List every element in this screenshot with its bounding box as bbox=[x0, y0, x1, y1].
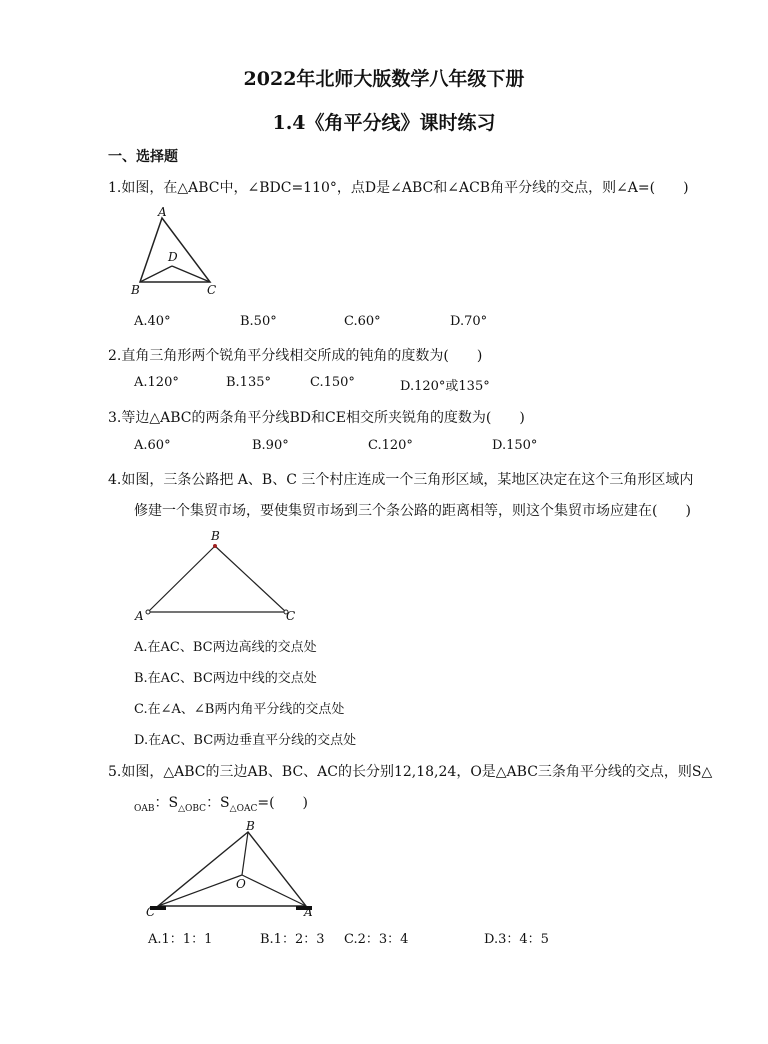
q3-option-b[interactable]: B.90° bbox=[252, 438, 289, 453]
label-c: C bbox=[286, 609, 296, 623]
page-title: 2022年北师大版数学八年级下册 bbox=[243, 68, 525, 90]
label-o: O bbox=[236, 877, 246, 891]
question-4-text-line2: 修建一个集贸市场，要使集贸市场到三个条公路的距离相等，则这个集贸市场应建在( ) bbox=[134, 503, 691, 519]
q3-option-a[interactable]: A.60° bbox=[134, 438, 171, 453]
label-a: A bbox=[135, 609, 144, 623]
question-1-text: 1.如图，在△ABC中，∠BDC=110°，点D是∠ABC和∠ACB角平分线的交点，则∠A=( ) bbox=[108, 180, 689, 196]
q3-option-d[interactable]: D.150° bbox=[492, 438, 538, 453]
question-5-figure bbox=[144, 818, 314, 918]
triangle-abc bbox=[148, 546, 286, 612]
q4-option-a[interactable]: A.在AC、BC两边高线的交点处 bbox=[134, 640, 317, 655]
question-2-text: 2.直角三角形两个锐角平分线相交所成的钝角的度数为( ) bbox=[108, 348, 483, 364]
question-5-text-line1: 5.如图，△ABC的三边AB、BC、AC的长分别12,18,24，O是△ABC三条角平分线的交点，则S△ bbox=[108, 764, 713, 780]
label-a: A bbox=[304, 905, 313, 919]
segment-ao bbox=[242, 875, 306, 906]
q5-option-d[interactable]: D.3：4：5 bbox=[484, 932, 549, 947]
label-d: D bbox=[168, 250, 178, 264]
q4-option-c[interactable]: C.在∠A、∠B两内角平分线的交点处 bbox=[134, 702, 345, 717]
q2-option-a[interactable]: A.120° bbox=[134, 375, 179, 390]
q5-option-b[interactable]: B.1：2：3 bbox=[260, 932, 325, 947]
label-a: A bbox=[158, 205, 167, 219]
page-subtitle: 1.4《角平分线》课时练习 bbox=[272, 112, 496, 134]
point-b bbox=[213, 544, 217, 548]
label-b: B bbox=[211, 529, 220, 543]
q2-option-d[interactable]: D.120°或135° bbox=[400, 379, 490, 394]
q5-sub-oab: OAB bbox=[134, 803, 155, 814]
question-4-figure bbox=[134, 529, 304, 623]
q5-sub-oac: △OAC bbox=[229, 803, 258, 814]
q5-option-a[interactable]: A.1：1：1 bbox=[148, 932, 213, 947]
label-b: B bbox=[131, 283, 140, 297]
q5-option-c[interactable]: C.2：3：4 bbox=[344, 932, 409, 947]
label-c: C bbox=[146, 905, 156, 919]
q5-sep1: ：S bbox=[154, 795, 179, 811]
question-1-figure bbox=[130, 205, 230, 298]
q2-option-b[interactable]: B.135° bbox=[226, 375, 271, 390]
q4-option-b[interactable]: B.在AC、BC两边中线的交点处 bbox=[134, 671, 317, 686]
q1-option-a[interactable]: A.40° bbox=[134, 314, 171, 329]
label-c: C bbox=[207, 283, 217, 297]
q4-option-d[interactable]: D.在AC、BC两边垂直平分线的交点处 bbox=[134, 733, 357, 748]
question-3-text: 3.等边△ABC的两条角平分线BD和CE相交所夹锐角的度数为( ) bbox=[108, 410, 525, 426]
segment-bo bbox=[242, 832, 248, 875]
q5-sep2: ：S bbox=[206, 795, 230, 811]
q2-option-c[interactable]: C.150° bbox=[310, 375, 355, 390]
label-b: B bbox=[246, 819, 255, 833]
q1-option-d[interactable]: D.70° bbox=[450, 314, 488, 329]
segment-co bbox=[158, 875, 242, 906]
section-heading: 一、选择题 bbox=[108, 149, 178, 165]
question-4-text-line1: 4.如图，三条公路把 A、B、C 三个村庄连成一个三角形区域，某地区决定在这个三角形区域内 bbox=[108, 472, 694, 488]
q5-sub-obc: △OBC bbox=[178, 803, 207, 814]
q3-option-c[interactable]: C.120° bbox=[368, 438, 413, 453]
point-a bbox=[146, 610, 150, 614]
q5-end: =( ) bbox=[257, 795, 308, 811]
question-5-text-line2 bbox=[134, 792, 308, 814]
q1-option-b[interactable]: B.50° bbox=[240, 314, 277, 329]
q1-option-c[interactable]: C.60° bbox=[344, 314, 381, 329]
